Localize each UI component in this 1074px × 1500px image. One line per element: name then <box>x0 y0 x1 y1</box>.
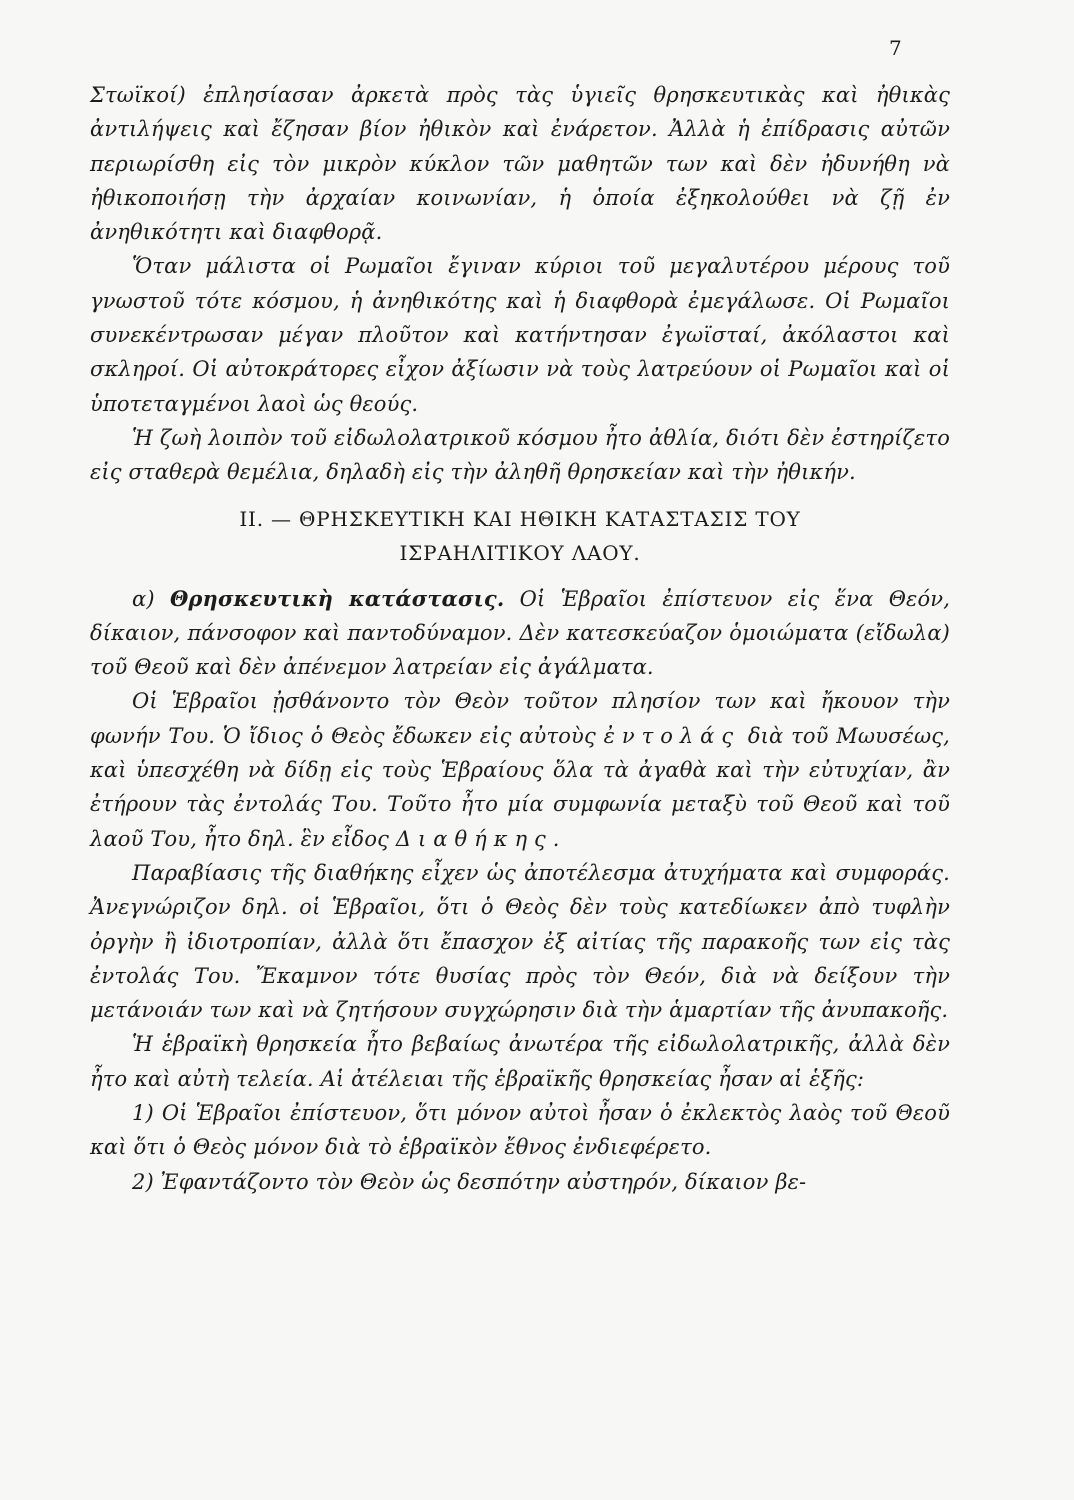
body-text <box>90 78 950 1199</box>
paragraph-part: διὰ τοῦ Μωυσέως, καὶ ὑπεσχέθη νὰ δίδῃ εἰς τοὺς Ἑβραίους ὅλα τὰ ἀγαθὰ καὶ τὴν εὐτυχίαν, ἂν ἐτήρουν τὰς ἐντολάς Του. Τοῦτο ἦτο μία συμφωνία μεταξὺ τοῦ Θεοῦ καὶ τοῦ λαοῦ Του, ἦτο δηλ. ἓν εἶδος <box>90 723 951 851</box>
paragraph: Ὅταν μάλιστα οἱ Ρωμαῖοι ἔγιναν κύριοι τοῦ μεγαλυτέρου μέρους τοῦ γνωστοῦ τότε κόσμου, ἡ ἀνηθικότης καὶ ἡ διαφθορὰ ἐμεγάλωσε. Οἱ Ρωμαῖοι συνεκέντρωσαν μέγαν πλοῦτον καὶ κατήντησαν ἐγωϊσταί, ἀκόλαστοι καὶ σκληροί. Οἱ αὐτοκράτορες εἶχον ἀξίωσιν νὰ τοὺς λατρεύουν οἱ Ρωμαῖοι καὶ οἱ ὑποτεταγμένοι λαοὶ ὡς θεούς. <box>90 254 950 416</box>
subsection-label: α) <box>132 586 155 611</box>
paragraph: Ἡ ζωὴ λοιπὸν τοῦ εἰδωλολατρικοῦ κόσμου ἦτο ἀθλία, διότι δὲν ἐστηρίζετο εἰς σταθερὰ θεμέλια, δηλαδὴ εἰς τὴν ἀληθῆ θρησκείαν καὶ τὴν ἠθικήν. <box>90 425 950 485</box>
paragraph: Ἡ ἑβραϊκὴ θρησκεία ἦτο βεβαίως ἀνωτέρα τῆς εἰδωλολατρικῆς, ἀλλὰ δὲν ἦτο καὶ αὐτὴ τελεία. Αἱ ἀτέλειαι τῆς ἑβραϊκῆς θρησκείας ἦσαν αἱ ἑξῆς: <box>90 1032 950 1091</box>
spaced-word: ἐντολάς <box>603 723 741 748</box>
page-number: 7 <box>889 36 902 60</box>
paragraph-part: Οἱ Ἑβραῖοι ᾐσθάνοντο τὸν Θεὸν τοῦτον πλησίον των καὶ ἤκουον τὴν φωνήν Του. Ὁ ἴδιος ὁ Θεὸς ἔδωκεν εἰς αὐτοὺς <box>90 689 950 748</box>
subsection-title: Θρησκευτικὴ κατάστασις. <box>169 585 505 611</box>
list-item: 1) Οἱ Ἑβραῖοι ἐπίστευον, ὅτι μόνον αὐτοὶ ἦσαν ὁ ἐκλεκτὸς λαὸς τοῦ Θεοῦ καὶ ὅτι ὁ Θεὸς μόνον διὰ τὸ ἑβραϊκὸν ἔθνος ἐνδιεφέρετο. <box>90 1101 950 1160</box>
subsection-text: Οἱ Ἑβραῖοι ἐπίστευον εἰς ἕνα Θεόν, δίκαιον, πάνσοφον καὶ παντοδύναμον. Δὲν κατεσκεύαζον ὁμοιώματα (εἴδωλα) τοῦ Θεοῦ καὶ δὲν ἀπένεμον λατρείαν εἰς ἀγάλματα. <box>90 586 951 680</box>
paragraph: Παραβίασις τῆς διαθήκης εἶχεν ὡς ἀποτέλεσμα ἀτυχήματα καὶ συμφοράς. Ἀνεγνώριζον δηλ. οἱ Ἑβραῖοι, ὅτι ὁ Θεὸς δὲν τοὺς κατεδίωκεν ἀπὸ τυφλὴν ὀργὴν ἢ ἰδιοτροπίαν, ἀλλὰ ὅτι ἔπασχον ἐξ αἰτίας τῆς παρακοῆς των εἰς τὰς ἐντολάς Του. Ἔκαμνον τότε θυσίας πρὸς τὸν Θεόν, διὰ νὰ δείξουν τὴν μετάνοιάν των καὶ νὰ ζητήσουν συγχώρησιν διὰ τὴν ἁμαρτίαν τῆς ἀνυπακοῆς. <box>90 860 950 1023</box>
paragraph: Στωϊκοί) ἐπλησίασαν ἀρκετὰ πρὸς τὰς ὑγιεῖς θρησκευτικὰς καὶ ἠθικὰς ἀντιλήψεις καὶ ἔζησαν βίον ἠθικὸν καὶ ἐνάρετον. Ἀλλὰ ἡ ἐπίδρασις αὐτῶν περιωρίσθη εἰς τὸν μικρὸν κύκλον τῶν μαθητῶν των καὶ δὲν ἠδυνήθη νὰ ἠθικοποιήσῃ τὴν ἀρχαίαν κοινωνίαν, ἡ ὁποία ἐξηκολούθει νὰ ζῇ ἐν ἀνηθικότητι καὶ διαφθορᾷ. <box>90 83 950 245</box>
section-heading-line-2: ΙΣΡΑΗΛΙΤΙΚΟΥ ΛΑΟΥ. <box>399 540 641 565</box>
paragraph <box>90 684 950 855</box>
spaced-word: Διαθήκης. <box>395 826 567 851</box>
section-heading-line-1: II. — ΘΡΗΣΚΕΥΤΙΚΗ ΚΑΙ ΗΘΙΚΗ ΚΑΤΑΣΤΑΣΙΣ ΤΟΥ <box>239 506 801 531</box>
section-heading <box>90 502 950 570</box>
subsection-paragraph <box>90 582 950 685</box>
list-item: 2) Ἐφαντάζοντο τὸν Θεὸν ὡς δεσπότην αὐστηρόν, δίκαιον βε- <box>132 1169 807 1194</box>
